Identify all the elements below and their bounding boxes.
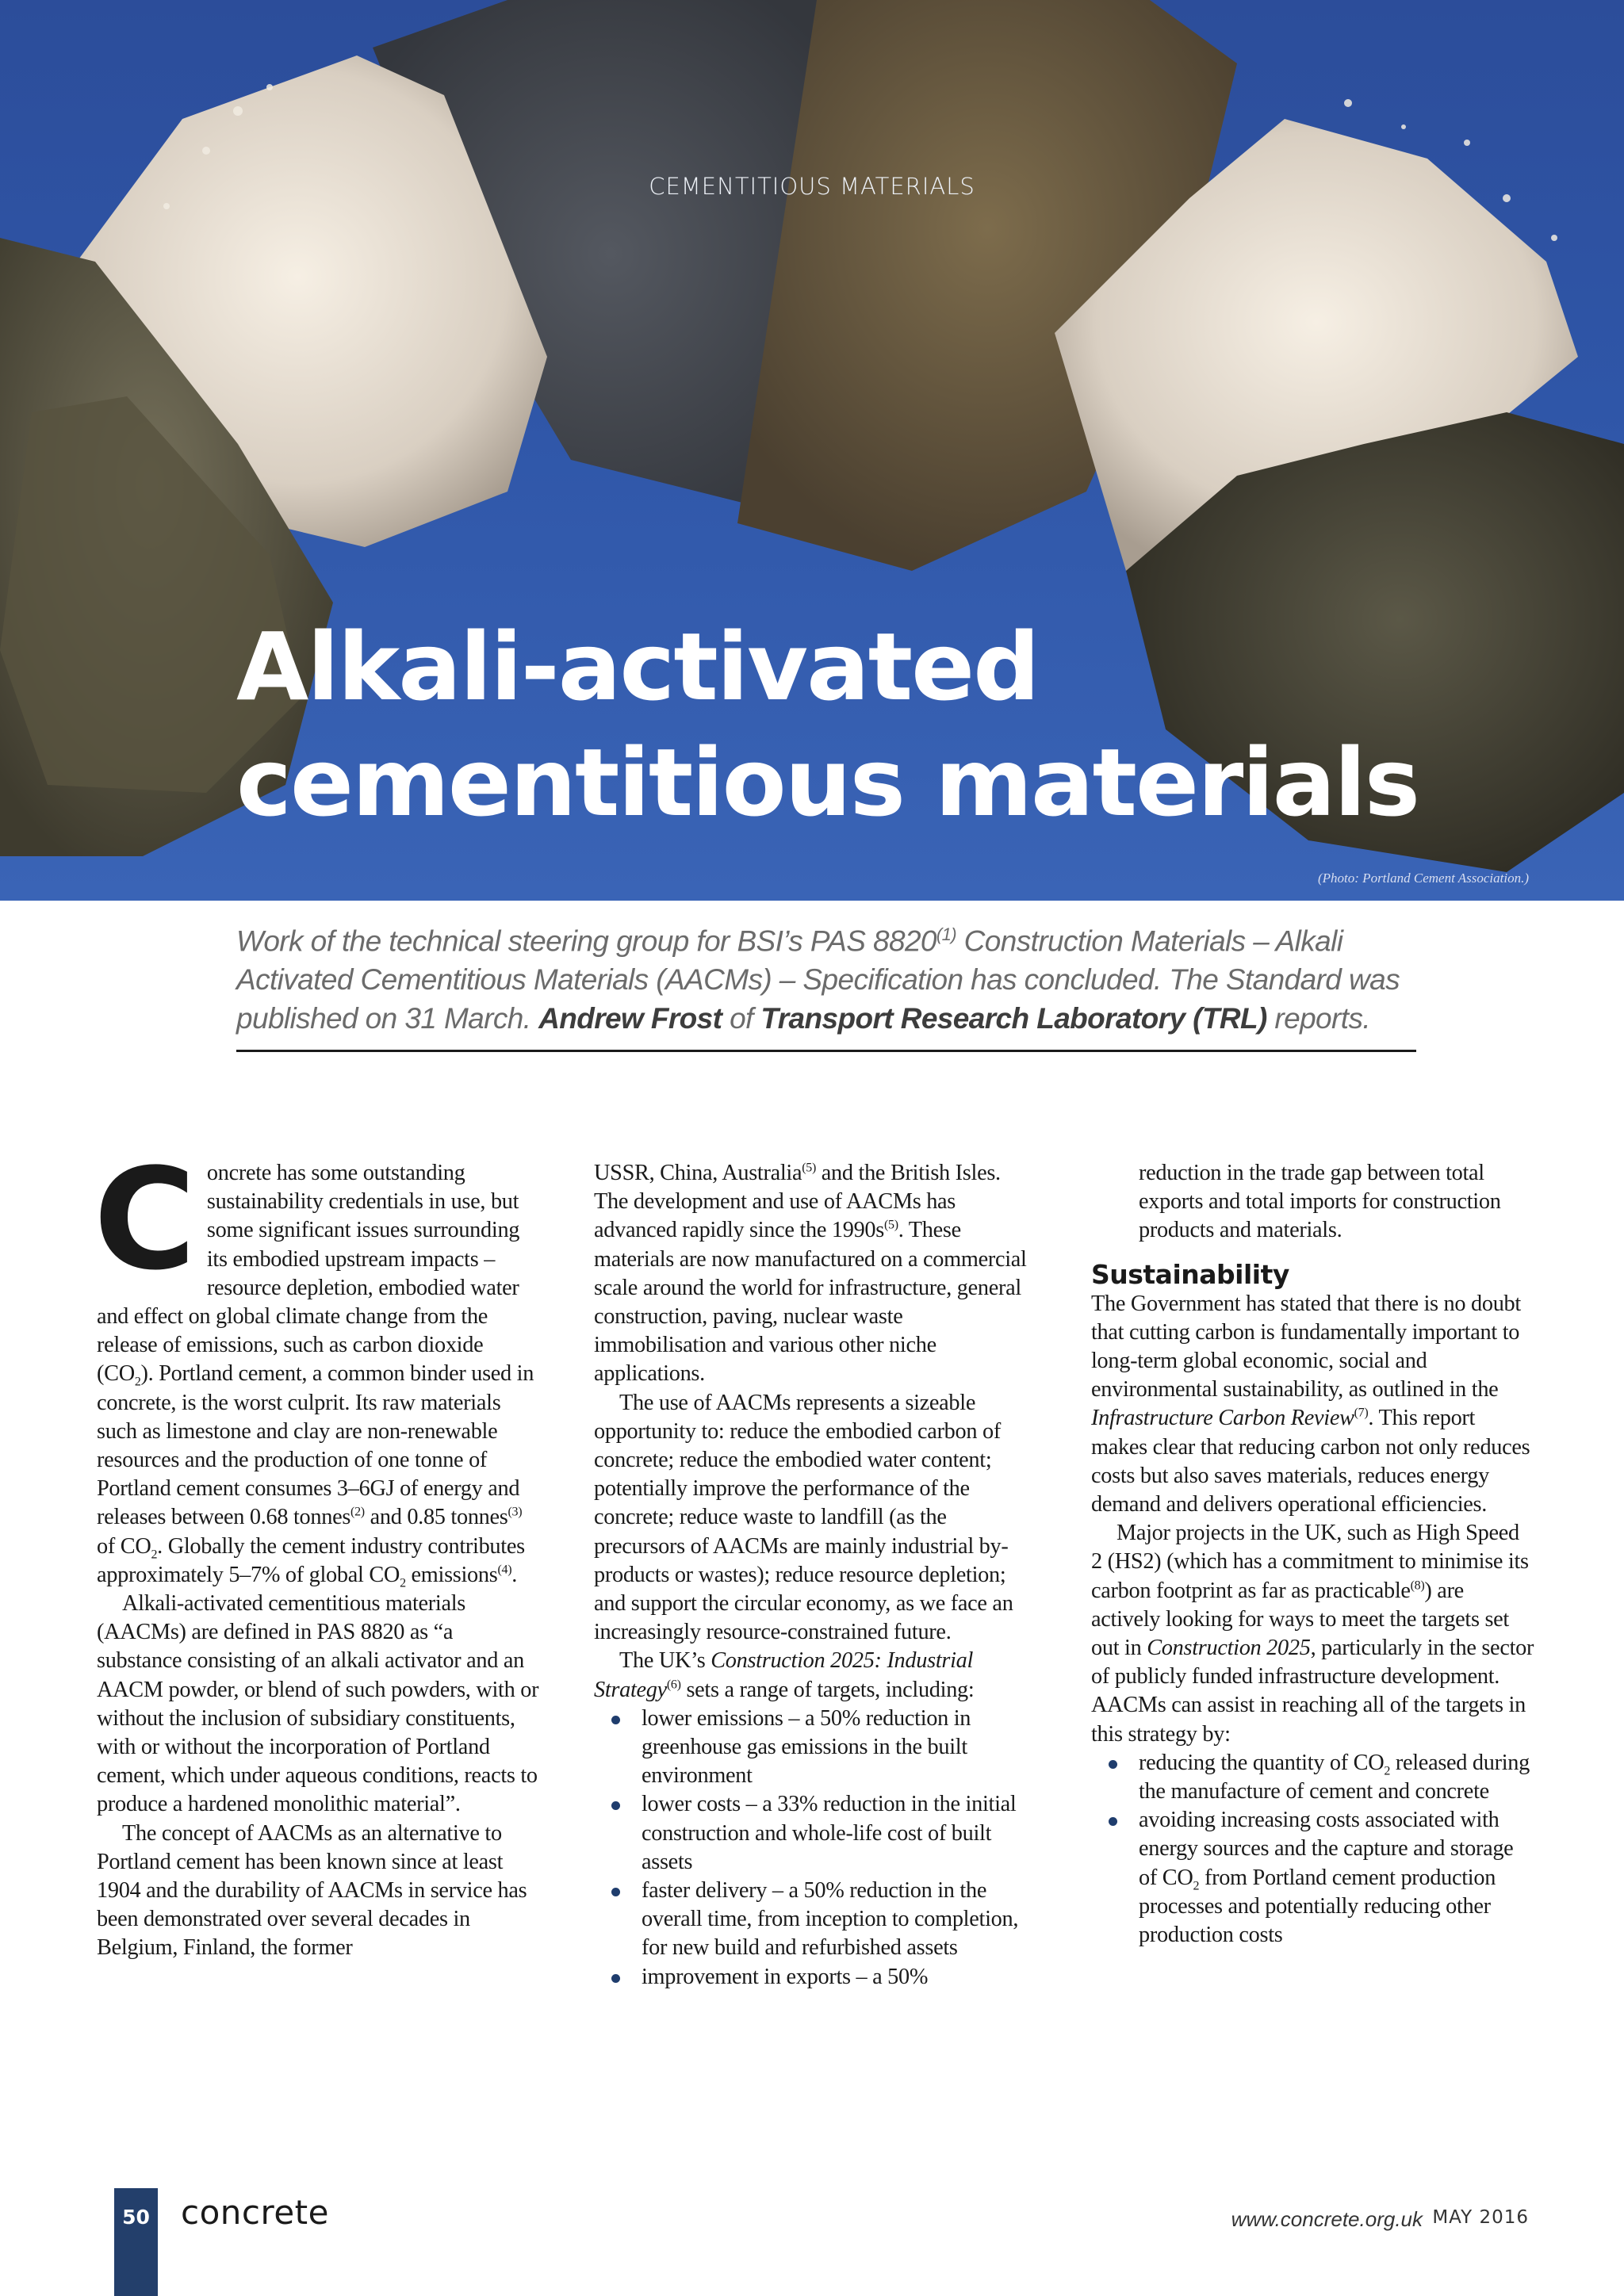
reference-marker: (1) xyxy=(936,924,956,944)
bullet-icon xyxy=(611,1974,620,1983)
targets-list xyxy=(594,1705,1038,1992)
page-number-tab xyxy=(114,2188,158,2296)
website-url[interactable]: www.concrete.org.uk xyxy=(1231,2207,1423,2231)
photo-credit: (Photo: Portland Cement Association.) xyxy=(1318,871,1529,886)
bullet-icon xyxy=(611,1716,620,1724)
author-organisation: Transport Research Laboratory (TRL) xyxy=(760,1002,1267,1035)
article-title xyxy=(236,609,1419,840)
magazine-name: concrete xyxy=(181,2193,329,2232)
section-heading: Sustainability xyxy=(1091,1258,1289,1290)
title-line-1: Alkali-activated xyxy=(236,612,1039,721)
standfirst xyxy=(236,915,1416,1038)
bullet-icon xyxy=(611,1801,620,1810)
bullet-icon xyxy=(611,1888,620,1896)
standfirst-text: reports. xyxy=(1266,1002,1371,1035)
standfirst-divider xyxy=(236,1050,1416,1052)
list-item: lower costs – a 33% reduction in the initial construction and whole-life cost of built assets xyxy=(594,1790,1038,1877)
page-number: 50 xyxy=(122,2206,150,2229)
title-line-2: cementitious materials xyxy=(236,728,1419,837)
list-item: reducing the quantity of $CO_2$ released during the manufacture of cement and concrete xyxy=(1091,1749,1535,1806)
issue-date: MAY 2016 xyxy=(1432,2207,1529,2228)
body-paragraph: The UK’s Construction 2025: Industrial Strategy$^{(6)}$ sets a range of targets, including: xyxy=(594,1648,975,1702)
drop-cap: C xyxy=(94,1138,196,1301)
body-column-2 xyxy=(594,1159,1038,1992)
standfirst-text: Work of the technical steering group for BSI’s PAS 8820 xyxy=(236,924,936,958)
body-paragraph: Major projects in the UK, such as High Speed 2 (HS2) (which has a commitment to minimise its carbon footprint as far as practicable$^{(8)}$) are actively looking for ways to meet the targets set out in Construction 2025, particularly in the sector of publicly funded infrastructure development. AACMs can assist in reaching all of the targets in this strategy by: xyxy=(1091,1521,1534,1747)
list-item: faster delivery – a 50% reduction in the overall time, from inception to completion, for new build and refurbished assets xyxy=(594,1877,1038,1963)
body-paragraph: The use of AACMs represents a sizeable opportunity to: reduce the embodied carbon of concrete; reduce the embodied water content; potentially improve the performance of the concrete; reduce waste to landfill (as the precursors of AACMs are mainly industrial by-products or wastes); reduce resource depletion; and support the circular economy, as we face an increasingly resource-constrained future. xyxy=(594,1390,1013,1645)
list-item: lower emissions – a 50% reduction in greenhouse gas emissions in the built environment xyxy=(594,1705,1038,1791)
standfirst-text: of xyxy=(722,1002,761,1035)
strategy-list xyxy=(1091,1749,1535,1950)
list-item: improvement in exports – a 50% xyxy=(594,1963,1038,1992)
section-label: CEMENTITIOUS MATERIALS xyxy=(649,173,975,200)
list-item-continuation: reduction in the trade gap between total exports and total imports for construction products and materials. xyxy=(1139,1161,1501,1243)
bullet-icon xyxy=(1109,1817,1117,1826)
body-paragraph: Alkali-activated cementitious materials (AACMs) are defined in PAS 8820 as “a substance consisting of an alkali activator and an AACM powder, or blend of such powders, with or without the inclusion of subsidiary constituents, with or without the incorporation of Portland cement, which under aqueous conditions, reacts to produce a hardened monolithic material”. xyxy=(97,1591,539,1817)
hero-photo xyxy=(0,0,1624,901)
body-paragraph: Concrete has some outstanding sustainability credentials in use, but some significant issues surrounding its embodied upstream impacts – resource depletion, embodied water and effect on global climate change from the release of emissions, such as carbon dioxide $(CO_2)$. Portland cement, a common binder used in concrete, is the worst culprit. Its raw materials such as limestone and clay are non-renewable resources and the production of one tonne of Portland cement consumes 3–6GJ of energy and releases between 0.68 tonnes$^{(2)}$ and 0.85 tonnes$^{(3)}$ of $CO_2$. Globally the cement industry contributes approximately 5–7% of global $CO_2$ emissions$^{(4)}$. xyxy=(94,1138,534,1590)
body-paragraph: The Government has stated that there is no doubt that cutting carbon is fundamentally important to long-term global economic, social and environmental sustainability, as outlined in the Infrastructure Carbon Review$^{(7)}$. This report makes clear that reducing carbon not only reduces costs but also saves materials, reduces energy demand and delivers operational efficiencies. xyxy=(1091,1291,1530,1517)
body-paragraph: USSR, China, Australia$^{(5)}$ and the British Isles. The development and use of AACMs has advanced rapidly since the $1990s^{(5)}$. These materials are now manufactured on a commercial scale around the world for infrastructure, general construction, paving, nuclear waste immobilisation and various other niche applications. xyxy=(594,1161,1027,1387)
body-column-1 xyxy=(94,1138,541,1963)
body-column-3 xyxy=(1091,1159,1535,1950)
list-item: avoiding increasing costs associated with energy sources and the capture and storage of $CO_2$ from Portland cement production processes and potentially reducing other production costs xyxy=(1091,1806,1535,1950)
body-paragraph: The concept of AACMs as an alternative to Portland cement has been known since at least 1904 and the durability of AACMs in service has been demonstrated over several decades in Belgium, Finland, the former xyxy=(97,1820,527,1961)
author-name: Andrew Frost xyxy=(538,1002,722,1035)
bullet-icon xyxy=(1109,1760,1117,1769)
standfirst-text: Construction Materials – Alkali Activated Cementitious Materials (AACMs) – Specification has concluded. The Standard was published on 31 March. xyxy=(236,924,1400,1035)
